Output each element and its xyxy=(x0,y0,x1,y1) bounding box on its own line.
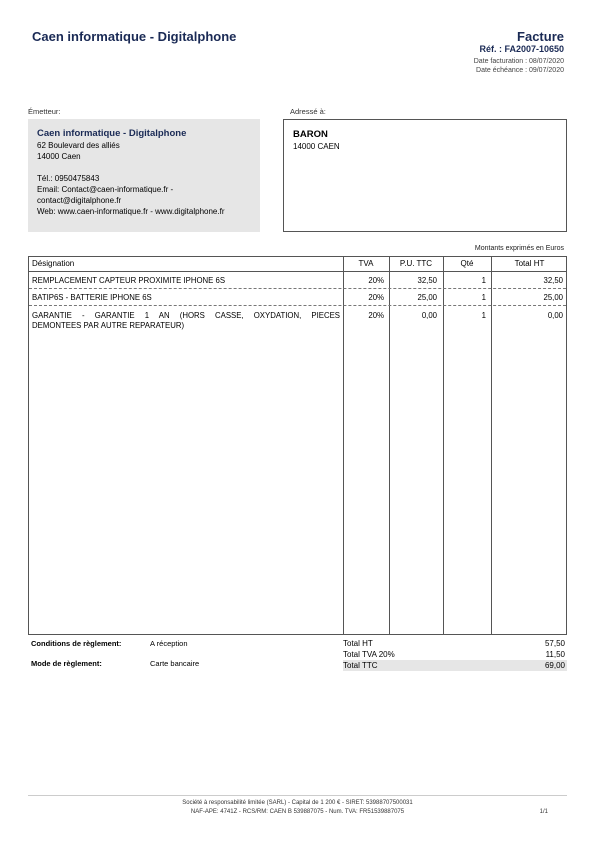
payment-mode-label: Mode de règlement: xyxy=(31,659,102,668)
sender-name: Caen informatique - Digitalphone xyxy=(37,128,187,139)
footer-legal-line1: Société à responsabilité limitée (SARL) - Capital de 1 200 € - SIRET: 53988707500031 xyxy=(182,800,413,806)
total-ttc-value: 69,00 xyxy=(544,661,565,670)
row-designation: GARANTIE - GARANTIE 1 AN (HORS CASSE, OXYDATION, PIECES xyxy=(32,311,340,320)
row-designation: BATIP6S - BATTERIE IPHONE 6S xyxy=(32,293,152,302)
document-type: Facture xyxy=(517,29,564,44)
sender-box xyxy=(28,119,260,232)
row-vat: 20% xyxy=(368,276,384,285)
row-total-ht: 32,50 xyxy=(543,276,563,285)
footer-divider xyxy=(28,795,567,796)
table-row xyxy=(29,311,566,335)
row-unit-price: 0,00 xyxy=(421,311,437,320)
total-vat-value: 11,50 xyxy=(545,650,565,659)
due-date: Date échéance : 09/07/2020 xyxy=(476,67,564,74)
row-divider xyxy=(29,288,566,289)
col-header-designation: Désignation xyxy=(32,259,75,268)
row-designation: REMPLACEMENT CAPTEUR PROXIMITE IPHONE 6S xyxy=(32,276,226,285)
payment-terms-label: Conditions de règlement: xyxy=(31,639,122,648)
sender-web: Web: www.caen-informatique.fr - www.digitalphone.fr xyxy=(37,207,225,216)
row-unit-price: 25,00 xyxy=(417,293,437,302)
total-ttc-label: Total TTC xyxy=(343,661,378,670)
row-vat: 20% xyxy=(368,293,384,302)
col-header-total-ht: Total HT xyxy=(514,259,545,268)
invoice-reference: Réf. : FA2007-10650 xyxy=(479,44,564,54)
sender-email-line1: Email: Contact@caen-informatique.fr - xyxy=(37,185,174,194)
totals-block xyxy=(343,638,567,671)
total-ht-value: 57,50 xyxy=(544,639,565,648)
total-ttc-row xyxy=(343,660,567,671)
col-header-vat: TVA xyxy=(358,259,374,268)
total-ht-label: Total HT xyxy=(343,639,373,648)
page-number: 1/1 xyxy=(539,809,548,815)
sender-address-line1: 62 Boulevard des alliés xyxy=(37,141,120,150)
col-header-unit-price: P.U. TTC xyxy=(399,259,433,268)
table-row xyxy=(29,293,566,307)
total-ht-row xyxy=(343,638,567,649)
table-row xyxy=(29,276,566,290)
recipient-box xyxy=(283,119,567,232)
recipient-name: BARON xyxy=(293,129,328,140)
recipient-address-line1: 14000 CAEN xyxy=(293,142,340,151)
total-vat-label: Total TVA 20% xyxy=(343,650,395,659)
currency-note: Montants exprimés en Euros xyxy=(474,245,564,252)
sender-email-line2: contact@digitalphone.fr xyxy=(37,196,122,205)
sender-phone: Tél.: 0950475843 xyxy=(37,174,100,183)
company-title: Caen informatique - Digitalphone xyxy=(32,29,237,44)
row-total-ht: 25,00 xyxy=(543,293,563,302)
header-divider xyxy=(29,271,566,272)
row-vat: 20% xyxy=(368,311,384,320)
total-vat-row xyxy=(343,649,567,660)
row-designation-line2: DEMONTEES PAR AUTRE REPARATEUR) xyxy=(32,321,185,330)
recipient-label: Adressé à: xyxy=(290,107,326,116)
row-qty: 1 xyxy=(481,276,486,285)
row-qty: 1 xyxy=(481,293,486,302)
items-table xyxy=(28,256,567,635)
sender-label: Émetteur: xyxy=(28,107,61,116)
row-qty: 1 xyxy=(481,311,486,320)
payment-mode-value: Carte bancaire xyxy=(150,659,200,668)
row-unit-price: 32,50 xyxy=(417,276,437,285)
row-total-ht: 0,00 xyxy=(547,311,563,320)
footer-legal-line2: NAF-APE: 4741Z - RCS/RM: CAEN B 539887075 - Num. TVA: FR51539887075 xyxy=(190,809,405,815)
col-header-qty: Qté xyxy=(460,259,474,268)
payment-terms-value: A réception xyxy=(150,639,188,648)
sender-address-line2: 14000 Caen xyxy=(37,152,81,161)
row-divider xyxy=(29,305,566,306)
invoice-date: Date facturation : 08/07/2020 xyxy=(473,58,564,65)
